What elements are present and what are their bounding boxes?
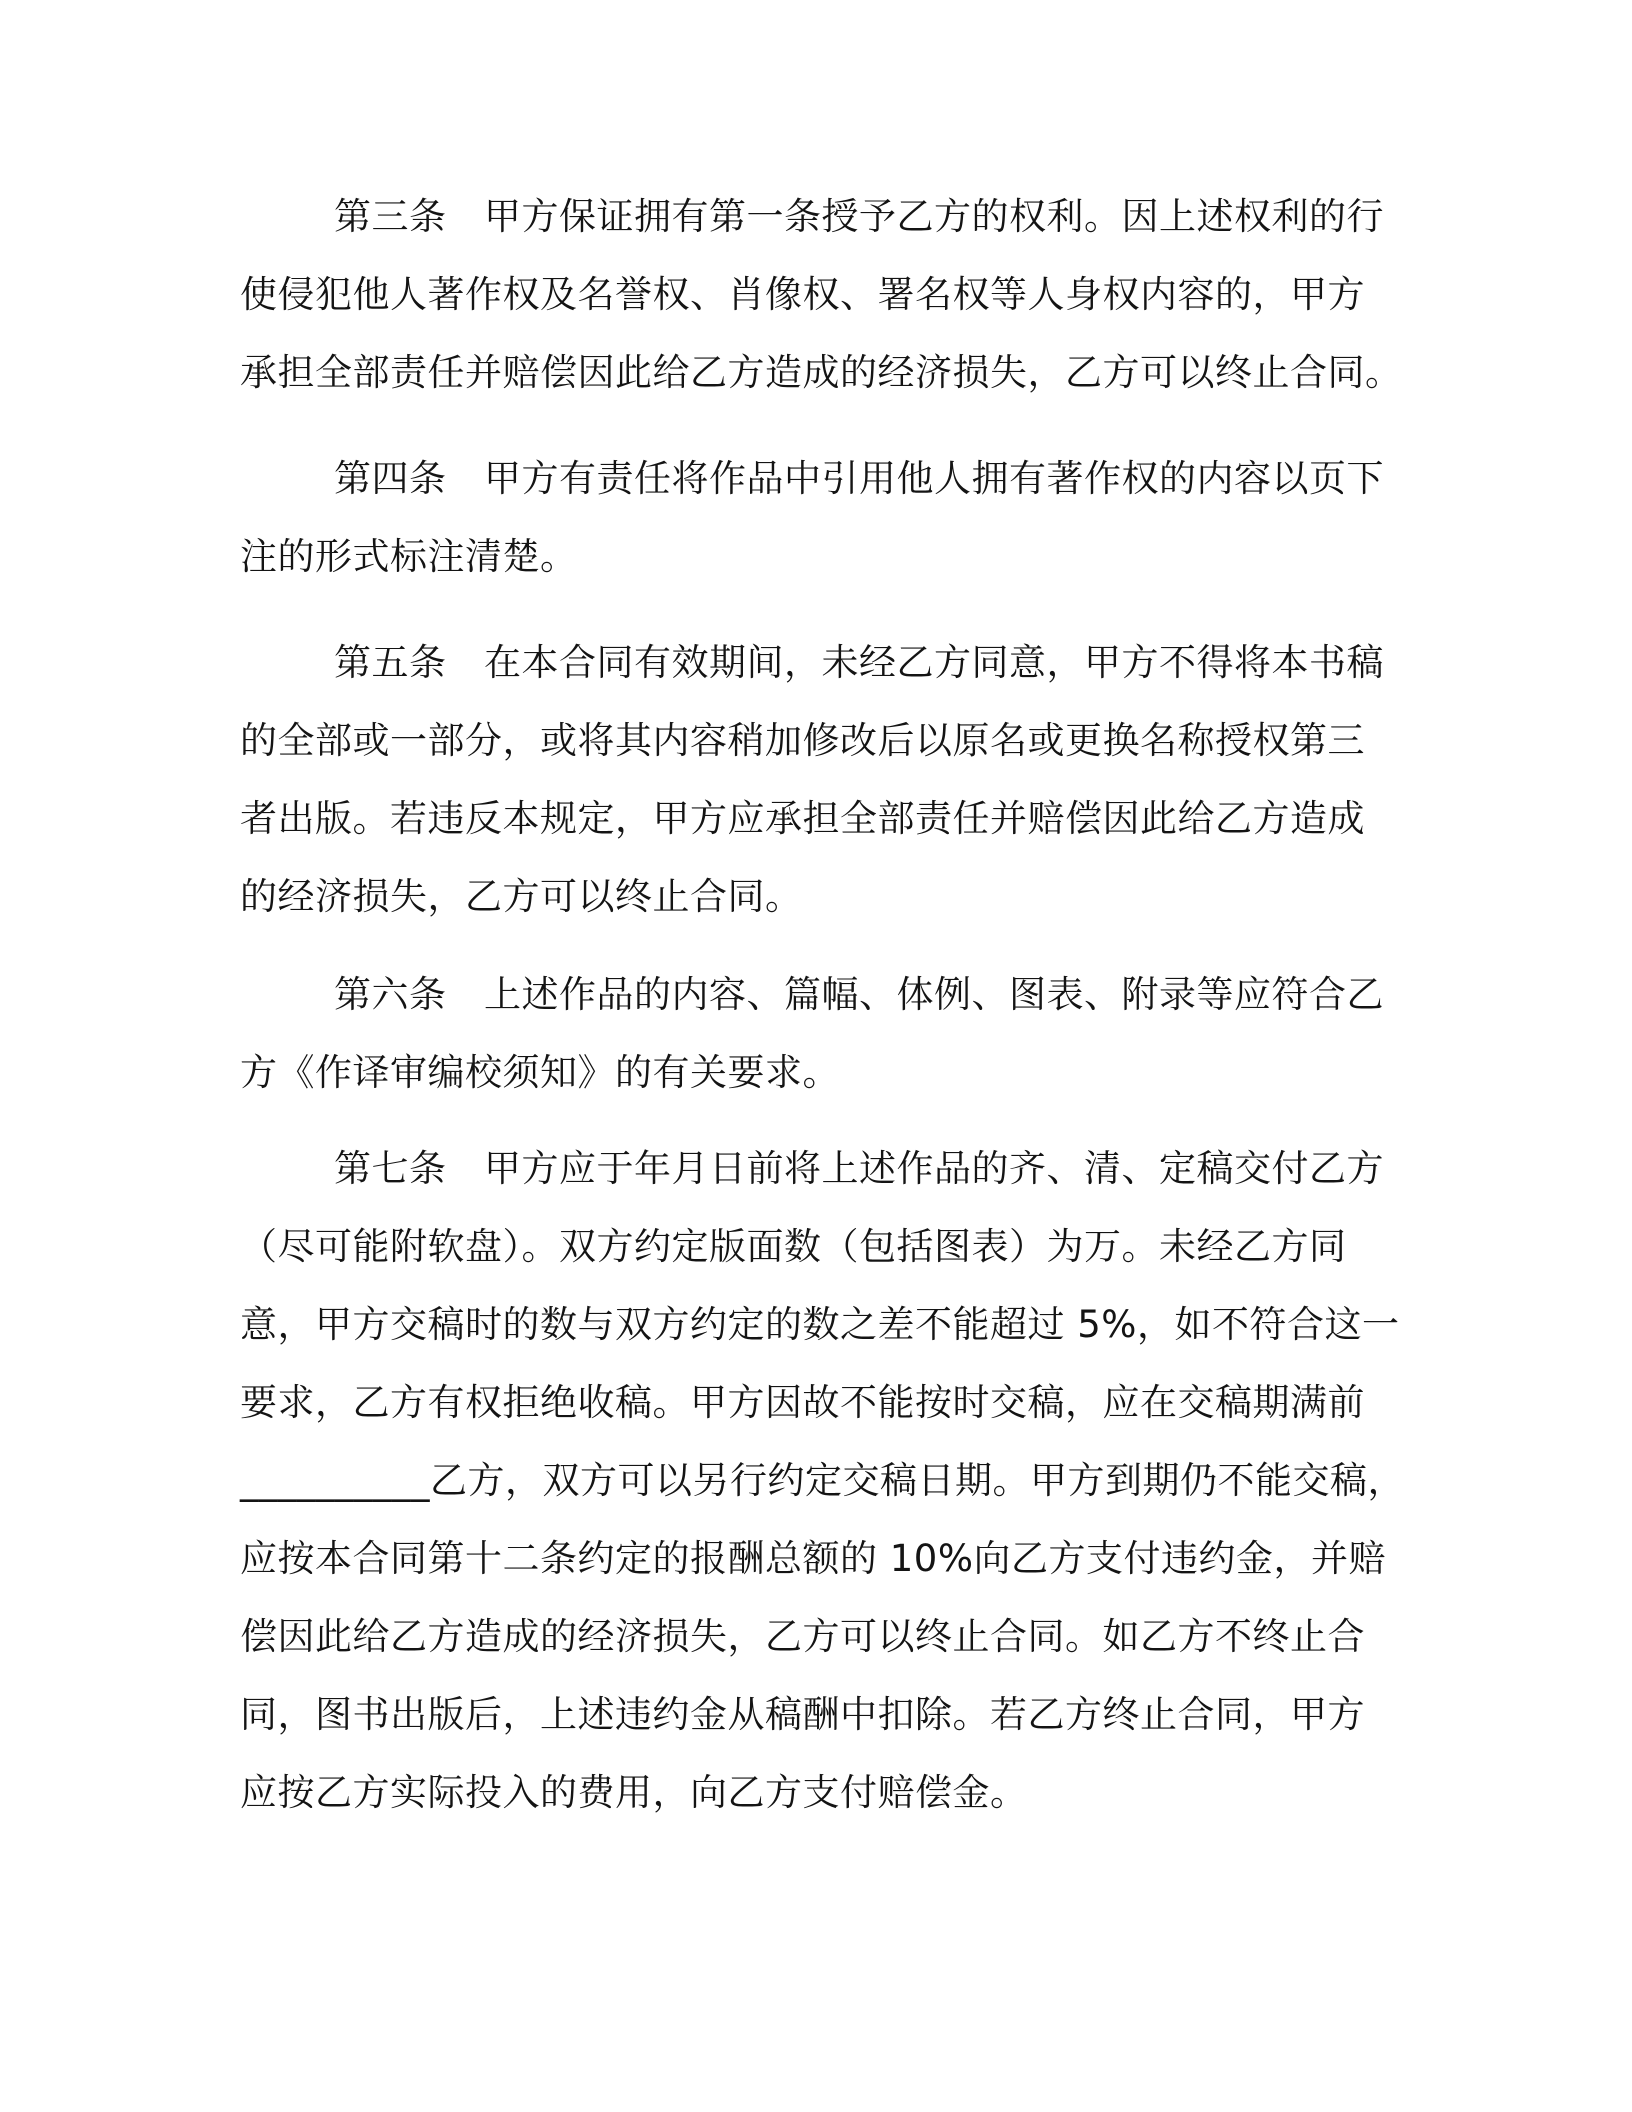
article-text-line: 注的形式标注清楚。 (240, 535, 578, 578)
article-4 (240, 440, 1400, 596)
article-text-line: 的全部或一部分，或将其内容稍加修改后以原名或更换名称授权第三 (240, 719, 1365, 762)
article-text: 在本合同有效期间，未经乙方同意，甲方不得将本书稿 (484, 641, 1384, 684)
article-text: 甲方保证拥有第一条授予乙方的权利。因上述权利的行 (484, 195, 1384, 238)
article-text-line: 意，甲方交稿时的数与双方约定的数之差不能超过 5%，如不符合这一 (240, 1303, 1400, 1346)
article-text-line: 承担全部责任并赔偿因此给乙方造成的经济损失，乙方可以终止合同。 (240, 351, 1403, 394)
article-first-line (240, 1130, 1400, 1208)
article-first-line (240, 440, 1400, 518)
article-text-line: 者出版。若违反本规定，甲方应承担全部责任并赔偿因此给乙方造成 (240, 797, 1365, 840)
article-number: 第七条 (334, 1147, 447, 1190)
article-text-line: 应按本合同第十二条约定的报酬总额的 10%向乙方支付违约金，并赔 (240, 1537, 1386, 1580)
article-text-line: 要求，乙方有权拒绝收稿。甲方因故不能按时交稿，应在交稿期满前 (240, 1381, 1365, 1424)
article-first-line (240, 624, 1400, 702)
article-7 (240, 1130, 1405, 1832)
article-text: 甲方有责任将作品中引用他人拥有著作权的内容以页下 (484, 457, 1384, 500)
article-text-line: 同，图书出版后，上述违约金从稿酬中扣除。若乙方终止合同，甲方 (240, 1693, 1365, 1736)
article-text-line: 应按乙方实际投入的费用，向乙方支付赔偿金。 (240, 1771, 1028, 1814)
article-number: 第六条 (334, 973, 447, 1016)
article-number: 第四条 (334, 457, 447, 500)
article-text-line: （尽可能附软盘）。双方约定版面数（包括图表）为万。未经乙方同 (240, 1225, 1347, 1268)
article-3 (240, 178, 1403, 412)
article-text-line: 的经济损失，乙方可以终止合同。 (240, 875, 803, 918)
article-5 (240, 624, 1400, 936)
article-text: 甲方应于年月日前将上述作品的齐、清、定稿交付乙方 (484, 1147, 1384, 1190)
article-6 (240, 956, 1400, 1112)
article-text-line: 偿因此给乙方造成的经济损失，乙方可以终止合同。如乙方不终止合 (240, 1615, 1365, 1658)
article-text-line: 方《作译审编校须知》的有关要求。 (240, 1051, 840, 1094)
article-number: 第五条 (334, 641, 447, 684)
article-text-line: __________乙方，双方可以另行约定交稿日期。甲方到期仍不能交稿， (240, 1459, 1405, 1502)
article-number: 第三条 (334, 195, 447, 238)
article-first-line (240, 956, 1400, 1034)
article-first-line (240, 178, 1400, 256)
article-text: 上述作品的内容、篇幅、体例、图表、附录等应符合乙 (484, 973, 1384, 1016)
article-text-line: 使侵犯他人著作权及名誉权、肖像权、署名权等人身权内容的，甲方 (240, 273, 1365, 316)
